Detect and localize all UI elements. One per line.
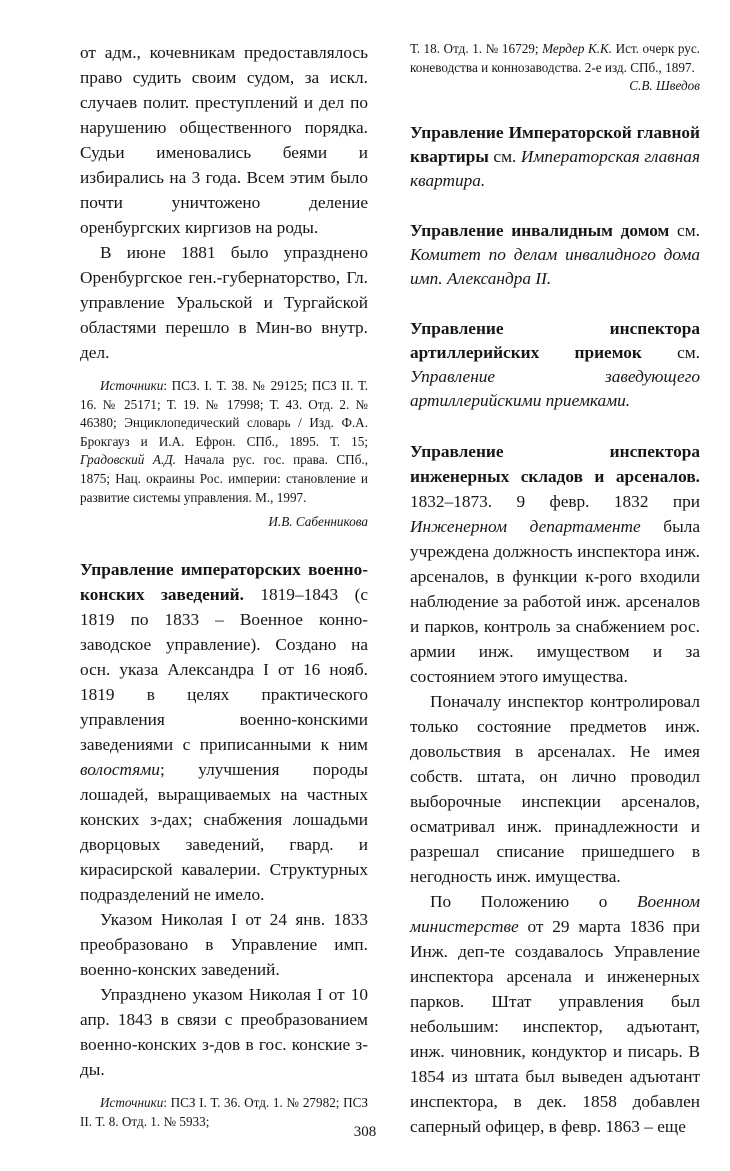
cross-reference-link[interactable]: Управление заведующего артиллерийскими приемками. — [410, 367, 700, 411]
sources-text: : ПСЗ. I. Т. 38. № 29125; ПСЗ II. Т. 16. № 25171; Т. 19. № 17998; Т. 43. Отд. 2. № 46380; Энциклопедический словарь / Изд. Ф.А. Брокгауз и И.А. Ефрон. СПб., 1895. Т. 15; — [80, 378, 368, 449]
sources-label: Источники — [100, 378, 164, 393]
paragraph — [410, 889, 700, 1139]
see-also: см. — [669, 221, 700, 241]
left-column — [80, 40, 368, 1131]
encyclopedia-entry — [410, 317, 700, 413]
encyclopedia-entry — [410, 121, 700, 193]
sources-text: Т. 18. Отд. 1. № 16729; — [410, 41, 543, 56]
page-number: 308 — [353, 1124, 377, 1140]
sources-text: Ист. очерк рус. коневодства и коннозаводства. 2-е изд. СПб., 1897. — [410, 41, 700, 75]
sources-author: Мердер К.К. — [542, 41, 613, 56]
entry-heading: Управление инспектора артиллерийских приемок — [410, 319, 700, 363]
paragraph: Указом Николая I от 24 янв. 1833 преобразовано в Управление имп. военно-конских заведений. — [80, 910, 368, 980]
right-column — [410, 40, 700, 1139]
entry-heading: Управление инвалидным домом — [410, 221, 670, 241]
paragraph: В июне 1881 было упразднено Оренбургское ген.-губернаторство, Гл. управление Уральской и Тургайской областями перешло в Мин-во внутр. дел. — [80, 243, 368, 362]
entry-text: от 29 марта 1836 при Инж. деп-те создавалось Управление инспектора арсенала и инженерных парков. Штат управления был небольшим: инспектор, адъютант, инж. чиновник, кондуктор и писарь. В 1854 из штата был выведен адъютант инспектора, в дек. 1858 добавлен саперный офицер, в февр. 1863 – еще — [410, 917, 700, 1137]
sources-author: Градовский А.Д. — [80, 452, 176, 468]
entry-text: 1832–1873. 9 февр. 1832 при — [410, 492, 700, 512]
entry-heading: Управление Императорской главной квартиры — [410, 123, 700, 167]
paragraph: Упразднено указом Николая I от 10 апр. 1843 в связи с преобразованием военно-конских з-дов в гос. конские з-ды. — [80, 985, 368, 1080]
sources-label: Источники — [100, 1095, 164, 1111]
cross-reference-link[interactable]: Императорская главная квартира. — [410, 147, 700, 191]
sources-list — [410, 40, 700, 77]
encyclopedia-entry — [410, 439, 700, 689]
sources-text: : ПСЗ I. Т. 36. Отд. 1. № 27982; ПСЗ II. Т. 8. Отд. 1. № 5933; — [80, 1095, 368, 1129]
author-signature: С.В. Шведов — [629, 78, 700, 94]
cross-reference-link[interactable]: Военном министерстве — [410, 892, 700, 937]
cross-reference-link[interactable]: волостями — [80, 760, 160, 780]
entry-heading: Управление инспектора инженерных складов и арсеналов. — [410, 442, 700, 487]
entry-heading: Управление императорских военно-конских заведений. — [80, 560, 368, 605]
entry-text: 1819–1843 (с 1819 по 1833 – Военное конно-заводское управление). Создано на осн. указа Александра I от 16 нояб. 1819 в целях практического управления военно-конскими заведениями с приписанными к ним — [80, 585, 368, 755]
paragraph: Поначалу инспектор контролировал только состояние предметов инж. довольствия в арсеналах. Не имея собств. штата, он лично проводил выборочные инспекции арсеналов, осматривал инж. принадлежности и разрешал списание пришедшего в негодность инж. имущества. — [410, 692, 700, 887]
entry-text: По Положению о — [430, 892, 637, 912]
encyclopedia-entry — [410, 219, 700, 291]
author-signature: И.В. Сабенникова — [268, 514, 368, 530]
cross-reference-link[interactable]: Инженерном департаменте — [410, 517, 641, 537]
encyclopedia-entry — [80, 557, 368, 907]
paragraph: от адм., кочевникам предоставлялось право судить своим судом, за искл. случаев полит. преступлений и дел по нарушению общественного порядка. Судьи именовались беями и избирались на 3 года. Всем этим было почти уничтожено деление оренбургских киргизов на роды. — [80, 43, 368, 237]
see-also: см. — [488, 147, 521, 167]
sources-list — [80, 377, 368, 507]
see-also: см. — [641, 343, 700, 363]
entry-text: ; улучшения породы лошадей, выращиваемых на частных конских з-дах; снабжения лошадьми дворцовых заведений, гвард. и кирасирской кавалерии. Структурных подразделений не имело. — [80, 760, 368, 905]
entry-text: была учреждена должность инспектора инж. арсеналов, в функции к-рого входили наблюдение за работой инж. арсеналов и парков, контроль за снабжением рос. армии инж. имуществом и за состоянием этого имущества. — [410, 517, 700, 687]
sources-text: Начала рус. гос. права. СПб., 1875; Нац. окраины Рос. империи: становление и развитие системы управления. М., 1997. — [80, 452, 369, 505]
cross-reference-link[interactable]: Комитет по делам инвалидного дома имп. Александра II. — [410, 245, 700, 289]
